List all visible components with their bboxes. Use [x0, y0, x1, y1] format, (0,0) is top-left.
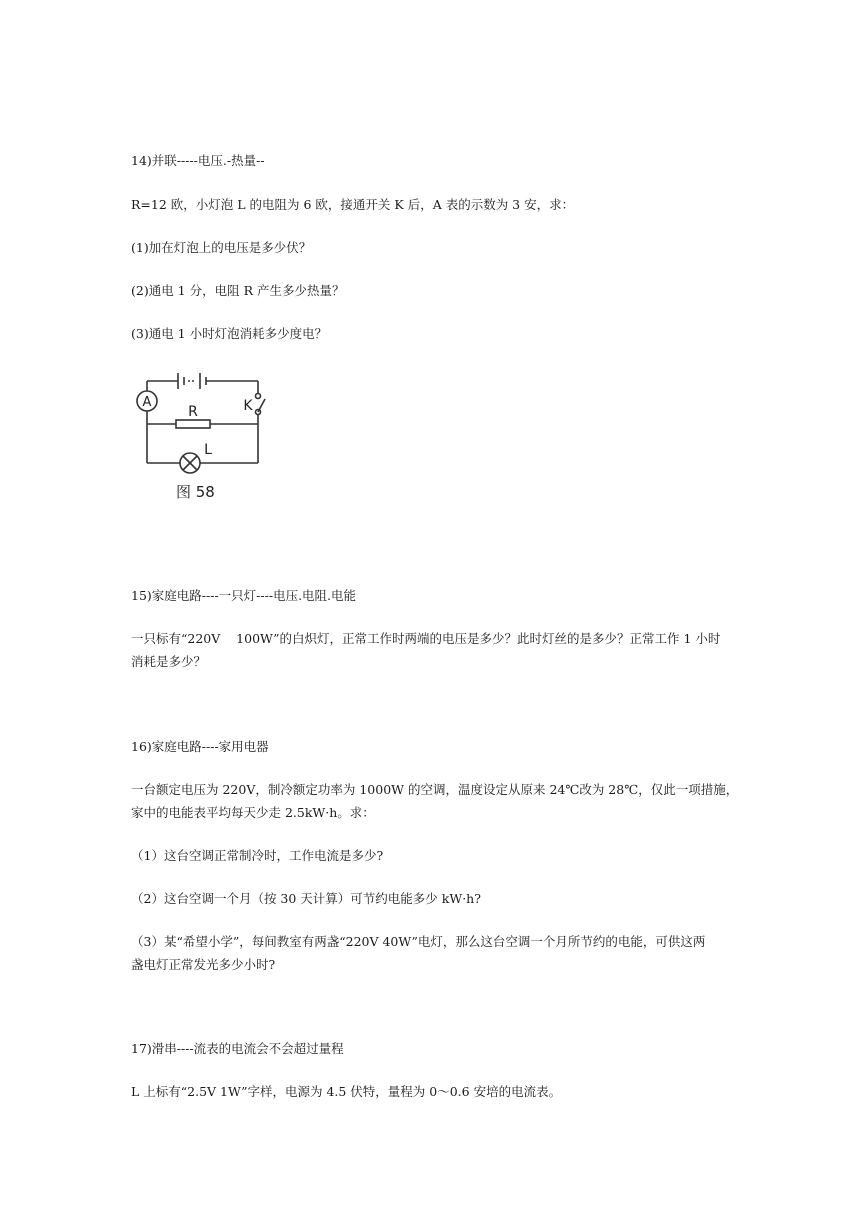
- problem-15-body-line-1: 一只标有“220V 100W”的白炽灯，正常工作时两端的电压是多少？此时灯丝的是多少？正常工作 1 小时: [131, 631, 721, 646]
- problem-17-intro: L 上标有“2.5V 1W”字样，电源为 4.5 伏特，量程为 0～0.6 安培的电流表。: [131, 1084, 562, 1099]
- problem-16-heading: 16)家庭电路----家用电器: [131, 739, 269, 754]
- problem-16-question-2: （2）这台空调一个月（按 30 天计算）可节约电能多少 kW·h?: [131, 891, 481, 906]
- circuit-diagram: [128, 366, 278, 506]
- figure-caption: 图 58: [176, 483, 215, 501]
- resistor-rect: [176, 420, 210, 428]
- problem-14-intro: R=12 欧，小灯泡 L 的电阻为 6 欧，接通开关 K 后，A 表的示数为 3 安，求：: [131, 197, 575, 212]
- ammeter-label: A: [142, 395, 152, 410]
- problem-14-question-1: (1)加在灯泡上的电压是多少伏？: [131, 240, 312, 255]
- switch-label: K: [243, 398, 253, 414]
- switch-contact-top: [256, 394, 261, 399]
- problem-16-question-3-line-1: （3）某“希望小学”，每间教室有两盏“220V 40W”电灯，那么这台空调一个月所节约的电能，可供这两: [131, 934, 706, 949]
- problem-14-heading: 14)并联-----电压.-热量--: [131, 153, 265, 168]
- problem-15-heading: 15)家庭电路----一只灯----电压.电阻.电能: [131, 588, 357, 603]
- problem-16-body-line-2: 家中的电能表平均每天少走 2.5kW·h。求：: [131, 805, 375, 820]
- lamp-label: L: [204, 442, 212, 458]
- circuit-diagram-figure: [128, 366, 278, 506]
- problem-15-body-line-2: 消耗是多少？: [131, 654, 207, 669]
- problem-14-question-3: (3)通电 1 小时灯泡消耗多少度电？: [131, 326, 328, 341]
- problem-16-body-line-1: 一台额定电压为 220V，制冷额定功率为 1000W 的空调，温度设定从原来 24℃改为 28℃，仅此一项措施，: [131, 782, 739, 797]
- problem-16-question-3-line-2: 盏电灯正常发光多少小时?: [131, 957, 276, 972]
- resistor-label: R: [188, 404, 198, 420]
- problem-16-question-1: （1）这台空调正常制冷时，工作电流是多少?: [131, 848, 384, 863]
- problem-14-question-2: (2)通电 1 分，电阻 R 产生多少热量？: [131, 283, 345, 298]
- problem-17-heading: 17)滑串----流表的电流会不会超过量程: [131, 1041, 344, 1056]
